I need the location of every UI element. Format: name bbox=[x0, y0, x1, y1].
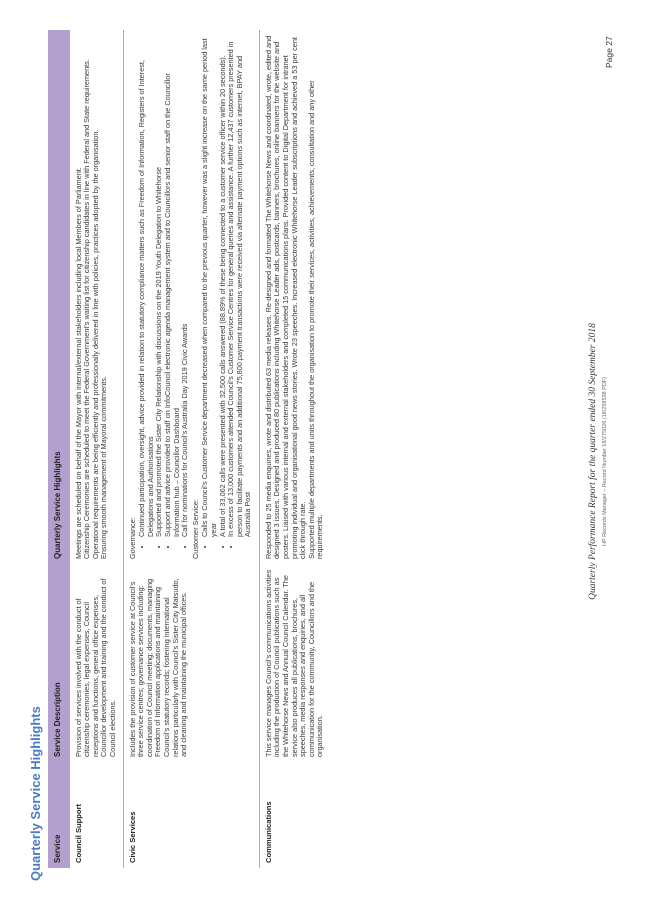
list-item: • Support and advice provided to staff on InfoCouncil electronic agenda management system and to Councillors and senior staff on the Councillor Information hub – Councillor Dashboard bbox=[164, 35, 181, 537]
service-description: This service manages Council's communications activities including the production of Council publications such as the Whitehorse News and Annual Council Calendar. The service also produces all publications, brochures, speeches, media responses and enquiries, and all communication for the community, Councillors and the organisation. bbox=[259, 564, 330, 762]
header-quarterly-highlights: Quarterly Service Highlights bbox=[48, 30, 69, 564]
list-item: • Call for nominations for Council's Australia Day 2019 Civic Awards bbox=[181, 35, 190, 537]
list-item: • Calls to Council's Customer Service department decreased when compared to the previous quarter, however was a slight increase on the same period last year bbox=[201, 35, 218, 537]
list-item: • A total of 33,062 calls were presented with 32,500 calls answered (88.89% of these being connected to a customer service officer within 20 seconds). bbox=[219, 35, 228, 537]
highlight-text: Ensuring smooth management of Mayoral commitments. bbox=[99, 376, 109, 559]
highlight-text: Responded to 25 media enquiries, wrote and distributed 63 media releases. Re-designed and formatted The Whitehorse News and coordinated, wrote, edited and designed 3 issues. Designed and produced 80 publications including Whitehorse Leader ads, postcards, banners, brochures, online banners for the website and posters. Liaised with various internal and external stakeholders and completed 15 communications plans. Provided content to Digital Department for intranet promoting individual and organisational good news stories. Wrote 23 speeches. Increased electronic Whitehorse Leader subscriptions and achieved a 53 per cent click through rate. bbox=[263, 35, 308, 559]
highlights-table bbox=[48, 30, 330, 868]
customer-service-heading: Customer Service: bbox=[190, 498, 200, 559]
page-title: Quarterly Service Highlights bbox=[28, 706, 43, 881]
customer-service-list bbox=[201, 35, 253, 559]
list-item: • Continued participation, oversight, advice provided in relation to statutory compliance matters such as Freedom of Information, Registers of Interest, Delegations and Authorisations bbox=[138, 35, 155, 537]
page-number: Page 27 bbox=[604, 36, 614, 68]
service-highlights bbox=[69, 30, 123, 564]
service-highlights bbox=[259, 30, 330, 564]
service-name: Council Support bbox=[69, 762, 123, 868]
governance-list bbox=[138, 35, 190, 559]
list-item: • Supported and promoted the Sister City Relationship with discussions on the 2019 Youth Delegation to Whitehorse bbox=[155, 35, 164, 537]
table-row bbox=[123, 30, 259, 868]
header-service-description: Service Description bbox=[48, 564, 69, 762]
table-row bbox=[259, 30, 330, 868]
highlight-text: Supported multiple departments and units throughout the organisation to promote their services, activities, achievements, consultation and any other requirements. bbox=[306, 80, 325, 559]
service-description: Includes the provision of customer service at Council's three service centres; governance services including: coordination of Council meeting; documents, managing Freedom of Information applications and maintaining Council's statutory records; fostering international relations particularly with Council's Sister City Matsudo, and cleaning and maintaining the municipal offices. bbox=[123, 564, 259, 762]
service-name: Civic Services bbox=[123, 762, 259, 868]
service-highlights bbox=[123, 30, 259, 564]
governance-heading: Governance: bbox=[127, 517, 137, 559]
list-item: • In excess of 13,000 customers attended Council's Customer Service Centres for general queries and assistance. A further 12,437 customers presented in person to facilitate payments and an additional 75,800 payment transactions were received via alternate payment options such as internet, BPAY and Australia Post bbox=[227, 35, 253, 537]
highlight-text: Meetings are scheduled on behalf of the Mayor with internal/external stakeholders including local Members of Parliament. bbox=[73, 167, 83, 559]
highlight-text: Operational requirements are being efficiently and professionally delivered in line with policies, practices adopted by the organisation. bbox=[90, 129, 100, 559]
table-row bbox=[69, 30, 123, 868]
service-name: Communications bbox=[259, 762, 330, 868]
highlight-text: Citizenship Ceremonies are scheduled to meet the Federal Government's waiting list for citizenship candidates in line with Federal and State requirements. bbox=[82, 59, 92, 559]
service-description: Provision of services involved with the conduct of citizenship ceremonies, legal expenses, Council receptions and functions, general office expenses, Councillor development and training and the conduct of Council elections. bbox=[69, 564, 123, 762]
record-number: HP Records Manager – Record Number 18/275026 (18/259538 PDF) bbox=[602, 377, 608, 546]
report-footer-title: Quarterly Performance Report for the quarter ended 30 September 2018 bbox=[588, 323, 598, 600]
header-service: Service bbox=[48, 762, 69, 868]
table-header-row bbox=[48, 30, 69, 868]
